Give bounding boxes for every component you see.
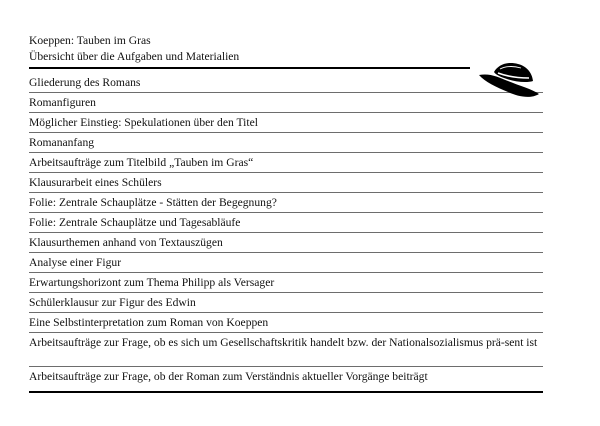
- list-item: Gliederung des Romans: [29, 73, 543, 93]
- list-item: Romanfiguren: [29, 93, 543, 113]
- list-item: Folie: Zentrale Schauplätze und Tagesabläufe: [29, 213, 543, 233]
- list-item: Romananfang: [29, 133, 543, 153]
- list-item: Möglicher Einstieg: Spekulationen über den Titel: [29, 113, 543, 133]
- list-item: Erwartungshorizont zum Thema Philipp als Versager: [29, 273, 543, 293]
- materials-list: [29, 73, 543, 387]
- header-rule: [29, 67, 470, 69]
- list-item: Eine Selbstinterpretation zum Roman von Koeppen: [29, 313, 543, 333]
- list-item: Analyse einer Figur: [29, 253, 543, 273]
- list-item: Schülerklausur zur Figur des Edwin: [29, 293, 543, 313]
- hat-icon: [476, 57, 542, 101]
- list-item: Folie: Zentrale Schauplätze - Stätten der Begegnung?: [29, 193, 543, 213]
- list-item: Arbeitsaufträge zur Frage, ob der Roman zum Verständnis aktueller Vorgänge beiträgt: [29, 370, 428, 383]
- document-subtitle: Übersicht über die Aufgaben und Materialien: [29, 50, 240, 63]
- list-item: Arbeitsaufträge zur Frage, ob es sich um Gesellschaftskritik handelt bzw. der Nationalsozialismus prä-sent ist: [29, 333, 543, 367]
- list-item: Arbeitsaufträge zum Titelbild „Tauben im Gras“: [29, 153, 543, 173]
- document-title: Koeppen: Tauben im Gras: [29, 34, 151, 47]
- document-page: [29, 34, 543, 387]
- footer-rule: [29, 391, 543, 393]
- list-item: Klausurthemen anhand von Textauszügen: [29, 233, 543, 253]
- list-item: Klausurarbeit eines Schülers: [29, 173, 543, 193]
